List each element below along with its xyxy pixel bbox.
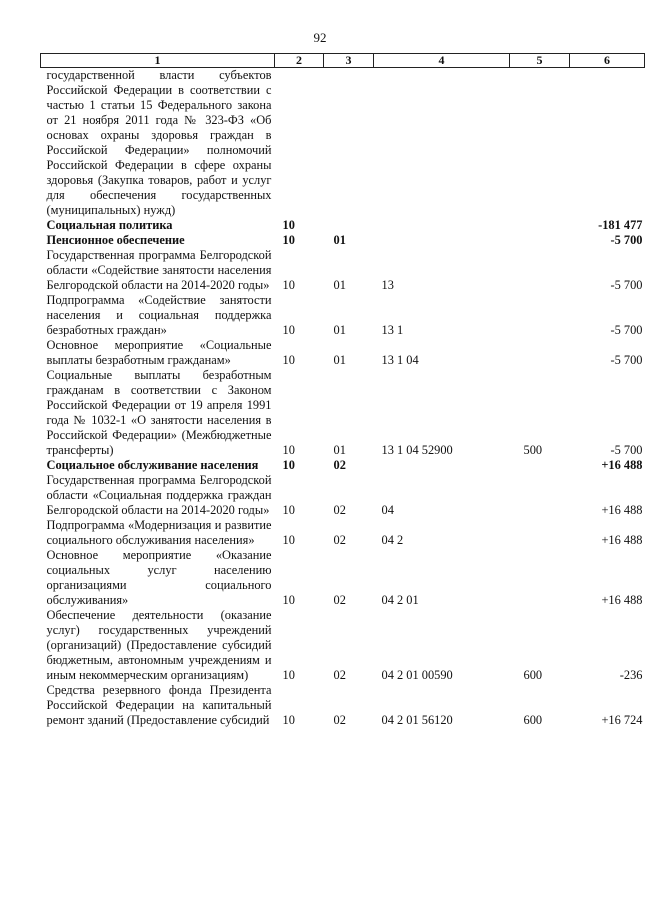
row-subsection xyxy=(324,218,374,233)
table-row xyxy=(41,248,645,293)
row-target-article xyxy=(374,233,510,248)
row-expense-type xyxy=(510,293,570,338)
row-section: 10 xyxy=(282,443,295,457)
row-subsection: 02 xyxy=(333,713,346,727)
table-header-row xyxy=(41,54,645,68)
row-expense-type xyxy=(510,473,570,518)
row-expense-type xyxy=(510,338,570,368)
budget-table xyxy=(40,53,645,728)
table-row xyxy=(41,293,645,338)
row-name: Социальная политика xyxy=(46,218,173,232)
table-row xyxy=(41,548,645,608)
row-section: 10 xyxy=(282,218,295,232)
row-expense-type xyxy=(510,218,570,233)
row-target-article: 13 1 xyxy=(381,323,404,337)
page-number: 92 xyxy=(313,30,327,45)
row-target-article: 04 2 01 xyxy=(381,593,419,607)
header-col-1: 1 xyxy=(41,54,275,68)
row-amount: -5 700 xyxy=(610,233,643,247)
row-name: Пенсионное обеспечение xyxy=(46,233,185,247)
table-row xyxy=(41,518,645,548)
row-subsection: 01 xyxy=(333,443,346,457)
row-name: Государственная программа Белгородской области «Содействие занятости населения Белгородской области на 2014-2020 годы» xyxy=(46,248,272,292)
table-row xyxy=(41,458,645,473)
row-expense-type: 500 xyxy=(523,443,543,457)
row-expense-type xyxy=(510,548,570,608)
row-amount: -236 xyxy=(619,668,643,682)
row-target-article xyxy=(374,68,510,219)
row-amount: +16 488 xyxy=(601,593,643,607)
row-amount: +16 488 xyxy=(601,533,643,547)
row-expense-type xyxy=(510,518,570,548)
row-expense-type xyxy=(510,248,570,293)
row-target-article: 13 1 04 52900 xyxy=(381,443,453,457)
row-target-article: 04 2 01 00590 xyxy=(381,668,453,682)
row-target-article: 04 xyxy=(381,503,394,517)
row-target-article xyxy=(374,458,510,473)
row-expense-type: 600 xyxy=(523,713,543,727)
row-subsection: 02 xyxy=(333,593,346,607)
row-amount xyxy=(570,68,645,219)
row-name: Социальное обслуживание населения xyxy=(46,458,259,472)
row-name: Обеспечение деятельности (оказание услуг) государственных учреждений (организаций) (Предоставление субсидий бюджетным, автономным учреждениям и иным некоммерческим организациям) xyxy=(46,608,272,682)
row-section: 10 xyxy=(282,278,295,292)
row-subsection: 02 xyxy=(333,533,346,547)
header-col-2: 2 xyxy=(275,54,324,68)
row-subsection: 01 xyxy=(333,353,346,367)
row-section xyxy=(275,68,324,219)
row-section: 10 xyxy=(282,593,295,607)
row-subsection: 02 xyxy=(333,458,346,472)
row-amount: +16 488 xyxy=(601,503,643,517)
table-row xyxy=(41,218,645,233)
table-row xyxy=(41,338,645,368)
table-row xyxy=(41,233,645,248)
row-name: Социальные выплаты безработным гражданам в соответствии с Законом Российской Федерации от 19 апреля 1991 года № 1032-1 «О занятости населения в Российской Федерации» (Межбюджетные трансферты) xyxy=(46,368,272,457)
row-section: 10 xyxy=(282,233,295,247)
header-col-3: 3 xyxy=(324,54,374,68)
table-row xyxy=(41,683,645,728)
row-expense-type xyxy=(510,458,570,473)
row-section: 10 xyxy=(282,503,295,517)
row-section: 10 xyxy=(282,323,295,337)
row-amount: -181 477 xyxy=(598,218,643,232)
row-amount: +16 488 xyxy=(601,458,643,472)
row-expense-type xyxy=(510,233,570,248)
row-amount: -5 700 xyxy=(610,443,643,457)
row-amount: -5 700 xyxy=(610,323,643,337)
row-section: 10 xyxy=(282,458,295,472)
row-subsection: 01 xyxy=(333,278,346,292)
row-name: Основное мероприятие «Социальные выплаты безработным гражданам» xyxy=(46,338,272,367)
row-expense-type: 600 xyxy=(523,668,543,682)
row-name: государственной власти субъектов Российской Федерации в соответствии с частью 1 статьи 15 Федерального закона от 21 ноября 2011 года № 323-ФЗ «Об основах охраны здоровья граждан в Российской Федерации» полномочий Российской Федерации в сфере охраны здоровья (Закупка товаров, работ и услуг для обеспечения государственных (муниципальных) нужд) xyxy=(46,68,272,217)
table-row xyxy=(41,368,645,458)
row-section: 10 xyxy=(282,713,295,727)
table-row xyxy=(41,68,645,219)
row-section: 10 xyxy=(282,533,295,547)
table-row xyxy=(41,608,645,683)
row-name: Подпрограмма «Содействие занятости населения и социальная поддержка безработных граждан» xyxy=(46,293,272,337)
row-name: Основное мероприятие «Оказание социальных услуг населению организациями социального обслуживания» xyxy=(46,548,272,607)
row-section: 10 xyxy=(282,668,295,682)
row-section: 10 xyxy=(282,353,295,367)
row-expense-type xyxy=(510,68,570,219)
row-amount: +16 724 xyxy=(601,713,643,727)
row-subsection: 02 xyxy=(333,668,346,682)
table-row xyxy=(41,473,645,518)
row-amount: -5 700 xyxy=(610,278,643,292)
row-subsection xyxy=(324,68,374,219)
header-col-5: 5 xyxy=(510,54,570,68)
row-name: Подпрограмма «Модернизация и развитие социального обслуживания населения» xyxy=(46,518,272,547)
row-target-article xyxy=(374,218,510,233)
row-target-article: 13 xyxy=(381,278,394,292)
header-col-6: 6 xyxy=(570,54,645,68)
row-subsection: 01 xyxy=(333,323,346,337)
row-target-article: 04 2 xyxy=(381,533,404,547)
row-amount: -5 700 xyxy=(610,353,643,367)
header-col-4: 4 xyxy=(374,54,510,68)
row-target-article: 04 2 01 56120 xyxy=(381,713,453,727)
row-name: Государственная программа Белгородской области «Социальная поддержка граждан Белгородской области на 2014-2020 годы» xyxy=(46,473,272,517)
row-name: Средства резервного фонда Президента Российской Федерации на капитальный ремонт зданий (Предоставление субсидий xyxy=(46,683,272,727)
row-target-article: 13 1 04 xyxy=(381,353,419,367)
row-subsection: 02 xyxy=(333,503,346,517)
row-subsection: 01 xyxy=(333,233,346,247)
